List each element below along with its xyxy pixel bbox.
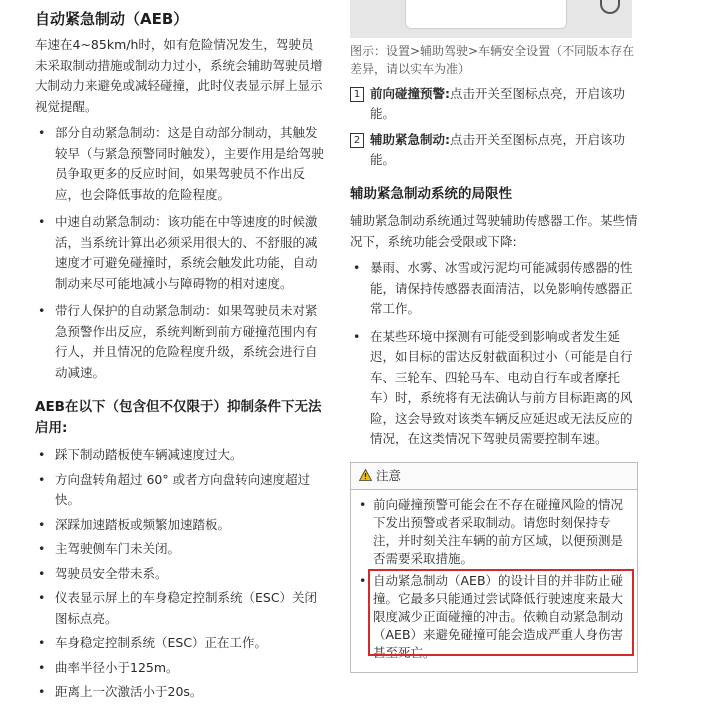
inhibit-title: AEB在以下（包含但不仅限于）抑制条件下无法启用:	[35, 399, 322, 436]
list-item: • 深踩加速踏板或频繁加速踏板。	[38, 516, 231, 532]
number-badge: 2	[350, 133, 364, 148]
list-item: • 暴雨、水雾、冰雪或污泥均可能减弱传感器的性能，请保持传感器表面清洁，以免影响传感器正常工作。	[353, 260, 633, 316]
notice-label: 注意	[375, 467, 401, 483]
right-column	[350, 0, 638, 673]
notice-header	[351, 463, 637, 490]
notice-body	[351, 490, 637, 672]
list-item: • 中速自动紧急制动：该功能在中等速度的时候激活，当系统计算出必须采用很大的、不舒服的减速度才可避免碰撞时，系统会触发此功能，自动制动来尽可能地减小与障碍物的相对速度。	[38, 214, 318, 291]
notice-box	[350, 462, 638, 673]
toggle-icon	[600, 0, 620, 14]
limits-intro: 辅助紧急制动系统通过驾驶辅助传感器工作。某些情况下，系统功能会受限或下降:	[350, 213, 638, 249]
list-item: • 踩下制动踏板使车辆减速度过大。	[38, 447, 243, 462]
image-caption: 图示：设置>辅助驾驶>车辆安全设置（不同版本存在差异，请以实车为准）	[350, 44, 635, 76]
aeb-title: 自动紧急制动（AEB）	[35, 10, 189, 28]
aeb-intro: 车速在4~85km/h时，如有危险情况发生，驾驶员未采取制动措施或制动力过小，系统会辅助驾驶员增大制动力来避免或减轻碰撞，此时仪表显示屏上显示视觉提醒。	[35, 37, 323, 114]
numbered-item-forward-collision: 1 前向碰撞预警:点击开关至图标点亮，开启该功能。	[350, 84, 638, 124]
aeb-bullet-list	[35, 123, 325, 383]
list-item: • 方向盘转角超过 60° 或者方向盘转向速度超过快。	[38, 471, 311, 507]
list-item: • 部分自动紧急制动：这是自动部分制动，其触发较早（与紧急预警同时触发），主要作用是给驾驶员争取更多的反应时间，如果驾驶员不作出反应，也会降低事故的危险程度。	[38, 125, 324, 202]
list-item: • 带行人保护的自动紧急制动：如果驾驶员未对紧急预警作出反应，系统判断到前方碰撞范围内有行人，并且情况的危险程度升级，系统会进行自动减速。	[38, 303, 318, 380]
inhibit-list	[35, 445, 325, 703]
left-column	[35, 0, 325, 707]
limits-title: 辅助紧急制动系统的局限性	[350, 186, 512, 202]
list-item: • 仪表显示屏上的车身稳定控制系统（ESC）关闭图标点亮。	[38, 590, 318, 626]
notice-item-highlighted: • 自动紧急制动（AEB）的设计目的并非防止碰撞。它最多只能通过尝试降低行驶速度来最大限度减少正面碰撞的冲击。依赖自动紧急制动（AEB）来避免碰撞可能会造成严重人身伤害甚至死亡。	[357, 572, 633, 662]
list-item: • 主驾驶侧车门未关闭。	[38, 541, 181, 556]
number-badge: 1	[350, 87, 364, 102]
warning-icon	[359, 469, 372, 481]
list-item: • 曲率半径小于125m。	[38, 659, 179, 675]
limits-list	[350, 258, 638, 450]
list-item: • 在某些环境中探测有可能受到影响或者发生延迟，如目标的雷达反射截面积过小（可能是自行车、三轮车、四轮马车、电动自行车或者摩托车）时，系统将有无法确认与前方目标距离的风险，这会导致对该类车辆反应延迟或无法反应的情况，在这类情况下驾驶员需要控制车速。	[353, 328, 633, 446]
list-item: • 距离上一次激活小于20s。	[38, 684, 203, 699]
list-item: • 驾驶员安全带未系。	[38, 565, 168, 581]
numbered-item-emergency-brake: 2 辅助紧急制动:点击开关至图标点亮，开启该功能。	[350, 130, 638, 170]
screen-panel	[405, 0, 567, 29]
list-item: • 车身稳定控制系统（ESC）正在工作。	[38, 635, 268, 650]
settings-screenshot-image	[350, 0, 632, 38]
notice-item: • 前向碰撞预警可能会在不存在碰撞风险的情况下发出预警或者采取制动。请您时刻保持专注，并时刻关注车辆的前方区域，以便预测是否需要采取措施。	[359, 496, 624, 566]
